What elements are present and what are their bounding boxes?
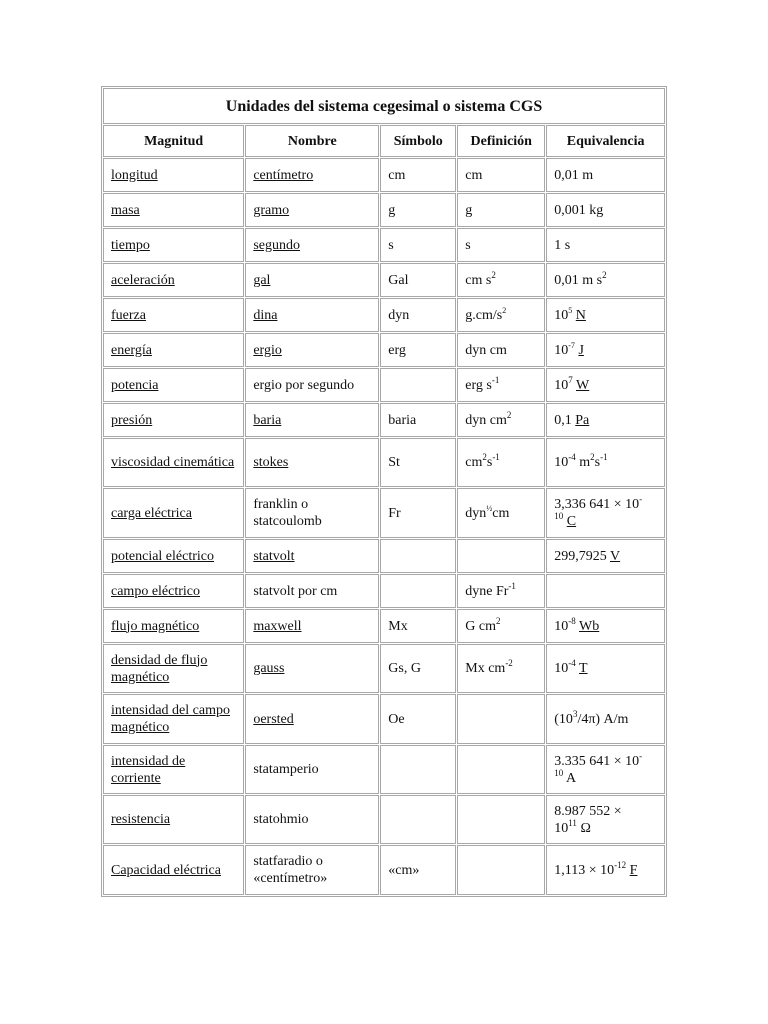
definicion-cell bbox=[457, 694, 545, 744]
equivalencia-cell bbox=[546, 403, 665, 437]
table-row bbox=[103, 539, 665, 573]
eq-base: 1,113 × 10 bbox=[554, 862, 615, 878]
eq-exponent: -1 bbox=[600, 452, 608, 462]
simbolo-cell bbox=[380, 745, 456, 794]
equivalencia-cell bbox=[546, 333, 665, 367]
eq-exponent: 3 bbox=[572, 708, 578, 719]
simbolo-cell: Gs, G bbox=[380, 644, 456, 693]
eq-base: 3,336 641 × 10 bbox=[554, 497, 640, 512]
table-row bbox=[103, 228, 665, 262]
definicion-cell: s bbox=[457, 228, 545, 262]
table-row bbox=[103, 745, 665, 794]
eq-base: Ω bbox=[576, 820, 591, 836]
header-definicion: Definición bbox=[457, 125, 545, 157]
magnitud-link[interactable]: fuerza bbox=[103, 298, 244, 332]
nombre-link[interactable]: gauss bbox=[245, 644, 379, 693]
header-nombre: Nombre bbox=[245, 125, 379, 157]
table-row bbox=[103, 488, 665, 538]
def-exponent: -2 bbox=[505, 658, 513, 668]
nombre-cell: statvolt por cm bbox=[245, 574, 379, 608]
eq-base: A bbox=[563, 770, 577, 786]
definicion-cell bbox=[457, 403, 545, 437]
simbolo-cell: dyn bbox=[380, 298, 456, 332]
nombre-link[interactable]: dina bbox=[245, 298, 379, 332]
magnitud-link[interactable]: longitud bbox=[103, 158, 244, 192]
table-title: Unidades del sistema cegesimal o sistema CGS bbox=[103, 88, 665, 124]
simbolo-cell: cm bbox=[380, 158, 456, 192]
nombre-cell: statamperio bbox=[245, 745, 379, 794]
eq-base: 299,7925 bbox=[554, 548, 607, 564]
magnitud-link[interactable]: potencial eléctrico bbox=[103, 539, 244, 573]
table-row bbox=[103, 438, 665, 487]
magnitud-link[interactable]: Capacidad eléctrica bbox=[103, 845, 244, 895]
eq-exponent: - bbox=[639, 750, 643, 761]
magnitud-link[interactable]: carga eléctrica bbox=[103, 488, 244, 538]
table-row bbox=[103, 333, 665, 367]
unit-link[interactable]: F bbox=[629, 862, 638, 878]
eq-base: 0,1 bbox=[554, 412, 572, 428]
simbolo-cell: Fr bbox=[380, 488, 456, 538]
table-row bbox=[103, 694, 665, 744]
nombre-cell: franklin o statcoulomb bbox=[245, 488, 379, 538]
nombre-link[interactable]: stokes bbox=[245, 438, 379, 487]
nombre-link[interactable]: oersted bbox=[245, 694, 379, 744]
eq-exponent: -4 bbox=[568, 658, 576, 668]
equivalencia-cell bbox=[546, 574, 665, 608]
eq-exponent: -4 bbox=[568, 452, 576, 462]
eq-exponent: -12 bbox=[614, 859, 627, 870]
table-row bbox=[103, 403, 665, 437]
table-row bbox=[103, 158, 665, 192]
definicion-cell bbox=[457, 609, 545, 643]
simbolo-cell: g bbox=[380, 193, 456, 227]
def-base: dyn bbox=[465, 505, 487, 521]
eq-exponent: 10 bbox=[554, 767, 564, 778]
cgs-units-table bbox=[101, 86, 667, 897]
equivalencia-cell bbox=[546, 263, 665, 297]
table-row bbox=[103, 574, 665, 608]
definicion-cell: cm bbox=[457, 158, 545, 192]
nombre-link[interactable]: gramo bbox=[245, 193, 379, 227]
equivalencia-cell: 1 s bbox=[546, 228, 665, 262]
def-exponent: ½ bbox=[486, 503, 493, 513]
header-magnitud: Magnitud bbox=[103, 125, 244, 157]
definicion-cell bbox=[457, 368, 545, 402]
simbolo-cell: s bbox=[380, 228, 456, 262]
eq-base: 3.335 641 × 10 bbox=[554, 753, 640, 769]
equivalencia-cell bbox=[546, 539, 665, 573]
eq-exponent: - bbox=[639, 494, 643, 504]
def-exponent: -1 bbox=[492, 452, 500, 462]
table-row bbox=[103, 193, 665, 227]
equivalencia-cell bbox=[546, 368, 665, 402]
equivalencia-cell bbox=[546, 438, 665, 487]
def-base: cm s bbox=[465, 272, 492, 288]
unit-link[interactable]: J bbox=[578, 342, 584, 358]
definicion-cell bbox=[457, 644, 545, 693]
table-row bbox=[103, 263, 665, 297]
eq-base: /4π) A/m bbox=[577, 711, 629, 727]
eq-base: 8.987 552 × bbox=[554, 803, 622, 819]
def-exponent: 2 bbox=[491, 269, 496, 280]
magnitud-link[interactable]: intensidad del campo magnético bbox=[103, 694, 244, 744]
simbolo-cell: Mx bbox=[380, 609, 456, 643]
simbolo-cell: «cm» bbox=[380, 845, 456, 895]
table-row bbox=[103, 795, 665, 844]
unit-link[interactable]: C bbox=[566, 514, 577, 529]
equivalencia-cell bbox=[546, 694, 665, 744]
equivalencia-cell: 0,01 m bbox=[546, 158, 665, 192]
table-row bbox=[103, 845, 665, 895]
nombre-link[interactable]: statvolt bbox=[245, 539, 379, 573]
def-base: g.cm/s bbox=[465, 307, 503, 323]
def-exponent: -1 bbox=[508, 580, 516, 591]
def-base: G cm bbox=[465, 618, 496, 634]
eq-base: 10 bbox=[554, 307, 569, 323]
def-exponent: 2 bbox=[506, 409, 512, 420]
equivalencia-cell bbox=[546, 609, 665, 643]
simbolo-cell bbox=[380, 574, 456, 608]
eq-exponent: -8 bbox=[568, 615, 576, 626]
simbolo-cell: erg bbox=[380, 333, 456, 367]
nombre-link[interactable]: baria bbox=[245, 403, 379, 437]
def-exponent: -1 bbox=[491, 374, 500, 385]
eq-exponent: 2 bbox=[602, 269, 607, 280]
magnitud-link[interactable]: energía bbox=[103, 333, 244, 367]
eq-exponent: 11 bbox=[568, 817, 577, 828]
eq-exponent: -7 bbox=[568, 340, 575, 350]
eq-base: s bbox=[594, 455, 601, 470]
eq-base: 0,01 m s bbox=[554, 272, 603, 288]
equivalencia-cell bbox=[546, 298, 665, 332]
eq-base: 10 bbox=[554, 661, 569, 676]
eq-exponent: 2 bbox=[590, 452, 595, 462]
magnitud-link[interactable]: viscosidad cinemática bbox=[103, 438, 244, 487]
eq-base: 10 bbox=[554, 455, 569, 470]
definicion-cell bbox=[457, 298, 545, 332]
unit-link[interactable]: V bbox=[610, 548, 621, 564]
eq-base: m bbox=[575, 455, 591, 470]
definicion-cell bbox=[457, 438, 545, 487]
definicion-cell bbox=[457, 539, 545, 573]
equivalencia-cell bbox=[546, 488, 665, 538]
def-base: cm bbox=[492, 505, 510, 521]
nombre-link[interactable]: ergio bbox=[245, 333, 379, 367]
equivalencia-cell bbox=[546, 795, 665, 844]
magnitud-link[interactable]: flujo magnético bbox=[103, 609, 244, 643]
magnitud-link[interactable]: campo eléctrico bbox=[103, 574, 244, 608]
definicion-cell bbox=[457, 795, 545, 844]
nombre-link[interactable]: maxwell bbox=[245, 609, 379, 643]
def-exponent: 2 bbox=[482, 452, 487, 462]
eq-base: 10 bbox=[554, 820, 569, 836]
simbolo-cell bbox=[380, 368, 456, 402]
def-exponent: 2 bbox=[495, 615, 501, 626]
magnitud-link[interactable]: intensidad de corriente bbox=[103, 745, 244, 794]
table-row bbox=[103, 368, 665, 402]
definicion-cell bbox=[457, 488, 545, 538]
equivalencia-cell bbox=[546, 644, 665, 693]
nombre-cell: statfaradio o «centímetro» bbox=[245, 845, 379, 895]
equivalencia-cell: 0,001 kg bbox=[546, 193, 665, 227]
definicion-cell bbox=[457, 745, 545, 794]
def-base: Mx cm bbox=[465, 661, 506, 676]
simbolo-cell: Oe bbox=[380, 694, 456, 744]
header-row bbox=[103, 125, 665, 157]
nombre-cell: ergio por segundo bbox=[245, 368, 379, 402]
def-base: s bbox=[486, 455, 493, 470]
table-row bbox=[103, 609, 665, 643]
eq-base: 10 bbox=[554, 377, 569, 393]
magnitud-link[interactable]: resistencia bbox=[103, 795, 244, 844]
nombre-link[interactable]: gal bbox=[245, 263, 379, 297]
def-base: dyn cm bbox=[465, 412, 507, 428]
nombre-link[interactable]: segundo bbox=[245, 228, 379, 262]
def-base: cm bbox=[465, 455, 483, 470]
eq-base: 10 bbox=[554, 618, 569, 634]
magnitud-link[interactable]: aceleración bbox=[103, 263, 244, 297]
magnitud-link[interactable]: tiempo bbox=[103, 228, 244, 262]
table-row bbox=[103, 644, 665, 693]
unit-link[interactable]: T bbox=[579, 661, 588, 676]
equivalencia-cell bbox=[546, 745, 665, 794]
simbolo-cell: Gal bbox=[380, 263, 456, 297]
definicion-cell bbox=[457, 845, 545, 895]
def-base: erg s bbox=[465, 377, 492, 393]
def-exponent: 2 bbox=[502, 305, 507, 315]
simbolo-cell bbox=[380, 795, 456, 844]
definicion-cell bbox=[457, 574, 545, 608]
nombre-link[interactable]: centímetro bbox=[245, 158, 379, 192]
eq-base: 10 bbox=[554, 342, 569, 358]
equivalencia-cell bbox=[546, 845, 665, 895]
eq-exponent: 7 bbox=[568, 374, 573, 385]
unit-link[interactable]: Wb bbox=[579, 618, 600, 634]
header-equivalencia: Equivalencia bbox=[546, 125, 665, 157]
definicion-cell: dyn cm bbox=[457, 333, 545, 367]
magnitud-link[interactable]: densidad de flujo magnético bbox=[103, 644, 244, 693]
magnitud-link[interactable]: potencia bbox=[103, 368, 244, 402]
simbolo-cell bbox=[380, 539, 456, 573]
table-row bbox=[103, 298, 665, 332]
eq-exponent: 5 bbox=[568, 305, 573, 315]
def-base: dyne Fr bbox=[465, 583, 509, 599]
simbolo-cell: baria bbox=[380, 403, 456, 437]
magnitud-link[interactable]: masa bbox=[103, 193, 244, 227]
eq-exponent: 10 bbox=[554, 511, 564, 521]
unit-link[interactable]: Pa bbox=[575, 412, 590, 428]
eq-base: (10 bbox=[554, 711, 573, 727]
header-simbolo: Símbolo bbox=[380, 125, 456, 157]
unit-link[interactable]: W bbox=[576, 377, 590, 393]
definicion-cell: g bbox=[457, 193, 545, 227]
unit-link[interactable]: N bbox=[575, 307, 586, 323]
nombre-cell: statohmio bbox=[245, 795, 379, 844]
simbolo-cell: St bbox=[380, 438, 456, 487]
magnitud-link[interactable]: presión bbox=[103, 403, 244, 437]
definicion-cell bbox=[457, 263, 545, 297]
